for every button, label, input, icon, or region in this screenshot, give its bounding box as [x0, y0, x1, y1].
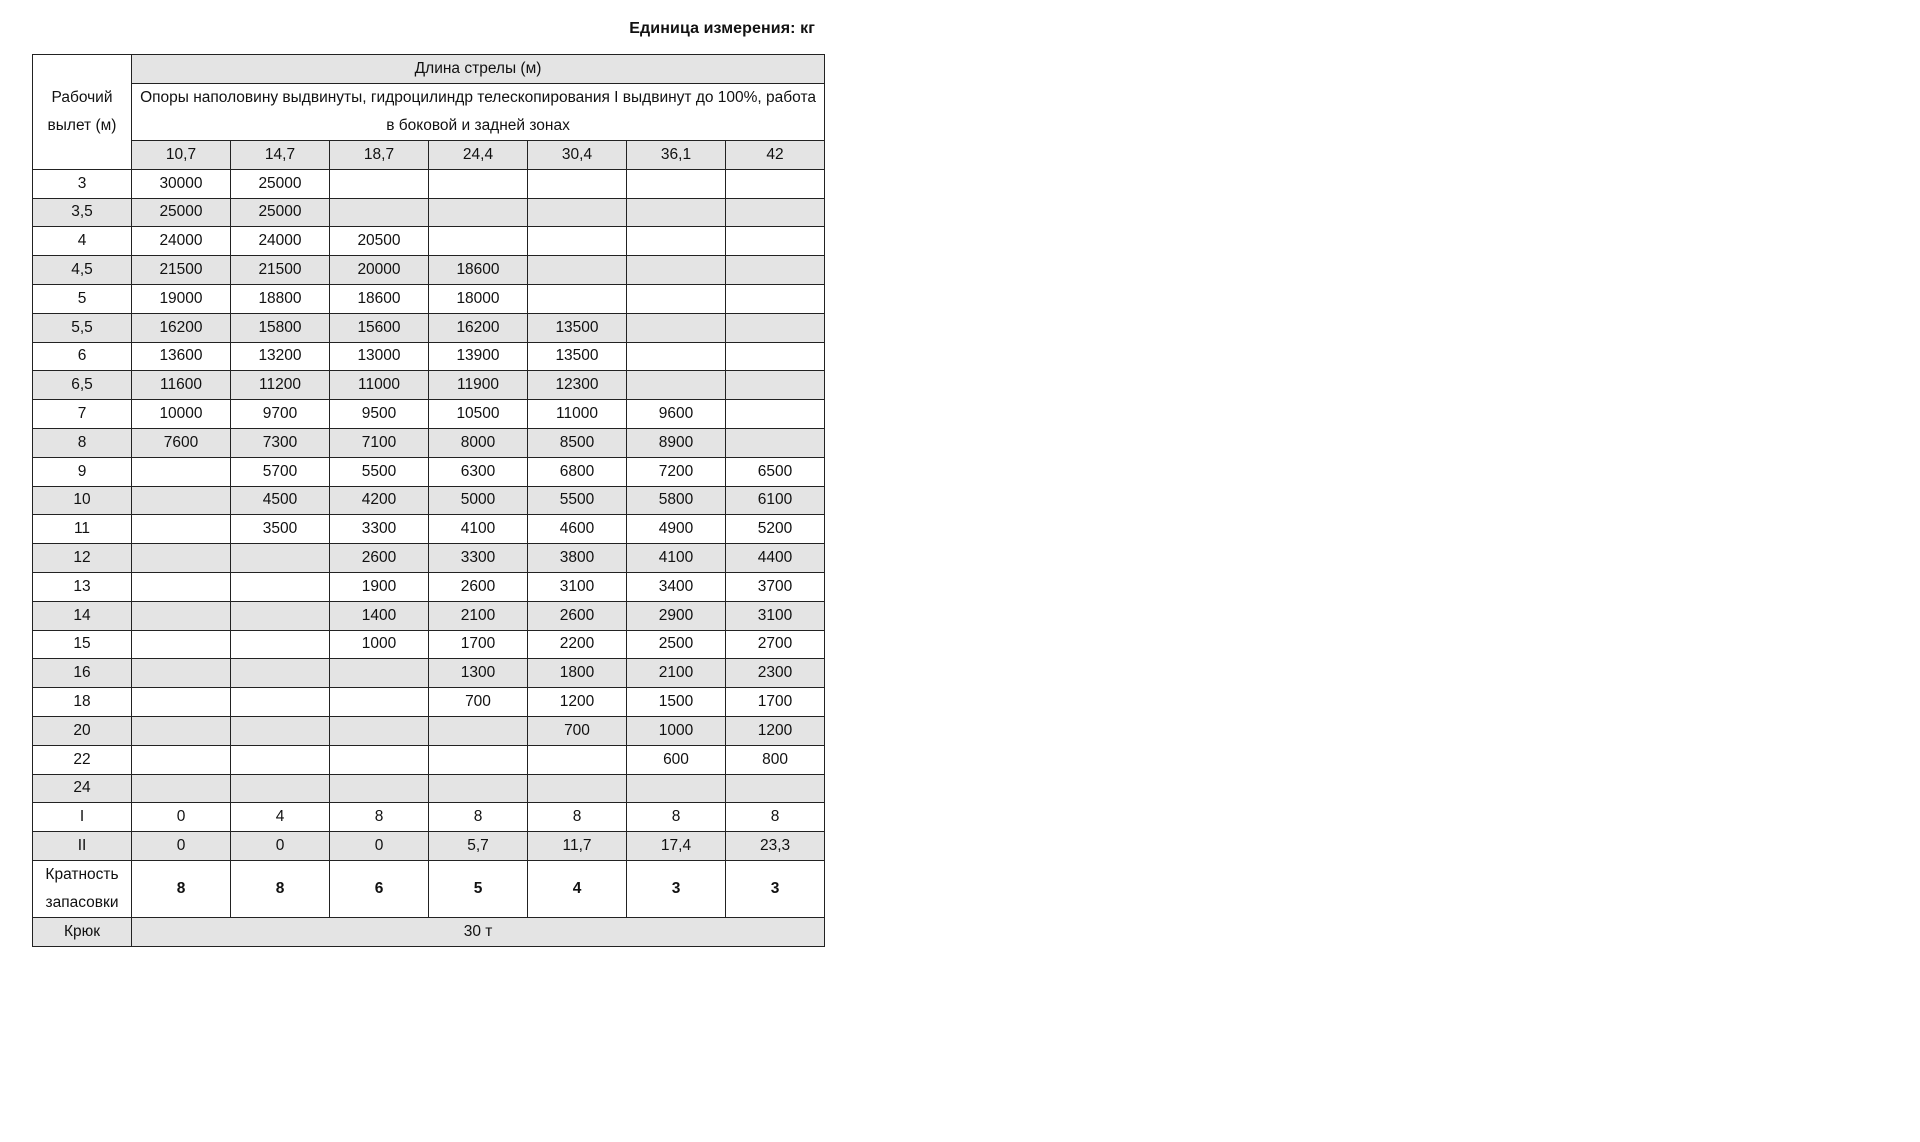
- load-value-cell: 4: [231, 803, 330, 832]
- table-row: [33, 428, 825, 457]
- table-row: [33, 745, 825, 774]
- load-value-cell: 0: [231, 832, 330, 861]
- reeving-value-cell: 6: [330, 860, 429, 917]
- load-value-cell: [231, 774, 330, 803]
- table-row: [33, 572, 825, 601]
- load-value-cell: 700: [528, 716, 627, 745]
- table-row: [33, 716, 825, 745]
- radius-cell: 10: [33, 486, 132, 515]
- load-value-cell: [726, 227, 825, 256]
- load-value-cell: 13200: [231, 342, 330, 371]
- load-value-cell: 11600: [132, 371, 231, 400]
- load-value-cell: 1000: [627, 716, 726, 745]
- load-value-cell: [726, 342, 825, 371]
- load-value-cell: 11200: [231, 371, 330, 400]
- load-value-cell: 5500: [330, 457, 429, 486]
- load-value-cell: [726, 169, 825, 198]
- table-row: [33, 630, 825, 659]
- reeving-value-cell: 4: [528, 860, 627, 917]
- radius-cell: 16: [33, 659, 132, 688]
- load-value-cell: 3100: [528, 572, 627, 601]
- load-value-cell: 3300: [330, 515, 429, 544]
- radius-header: Рабочий вылет (м): [33, 55, 132, 170]
- load-value-cell: 9500: [330, 400, 429, 429]
- table-row: [33, 832, 825, 861]
- load-value-cell: 20000: [330, 256, 429, 285]
- radius-cell: I: [33, 803, 132, 832]
- load-value-cell: 2200: [528, 630, 627, 659]
- load-value-cell: 5800: [627, 486, 726, 515]
- header-row-boom-lengths: [33, 141, 825, 170]
- load-value-cell: 1200: [726, 716, 825, 745]
- load-value-cell: [132, 774, 231, 803]
- load-value-cell: 800: [726, 745, 825, 774]
- load-value-cell: 2600: [528, 601, 627, 630]
- load-value-cell: 18800: [231, 284, 330, 313]
- unit-of-measure-label: Единица измерения: кг: [629, 20, 815, 37]
- reeving-row: [33, 860, 825, 917]
- table-row: [33, 400, 825, 429]
- load-value-cell: 2500: [627, 630, 726, 659]
- load-value-cell: 24000: [231, 227, 330, 256]
- load-value-cell: [429, 198, 528, 227]
- load-value-cell: 2700: [726, 630, 825, 659]
- load-value-cell: [726, 256, 825, 285]
- load-value-cell: 1000: [330, 630, 429, 659]
- table-row: [33, 688, 825, 717]
- load-value-cell: 3300: [429, 544, 528, 573]
- load-value-cell: 8500: [528, 428, 627, 457]
- load-value-cell: [429, 774, 528, 803]
- load-value-cell: 6500: [726, 457, 825, 486]
- load-value-cell: [726, 284, 825, 313]
- load-value-cell: 3500: [231, 515, 330, 544]
- load-value-cell: [627, 284, 726, 313]
- reeving-label: Кратность запасовки: [33, 860, 132, 917]
- load-value-cell: [132, 572, 231, 601]
- load-value-cell: 1900: [330, 572, 429, 601]
- load-value-cell: 23,3: [726, 832, 825, 861]
- load-value-cell: 8: [726, 803, 825, 832]
- load-value-cell: 13500: [528, 313, 627, 342]
- radius-cell: 6,5: [33, 371, 132, 400]
- load-value-cell: 1400: [330, 601, 429, 630]
- load-value-cell: 4200: [330, 486, 429, 515]
- load-value-cell: 8: [627, 803, 726, 832]
- table-row: [33, 659, 825, 688]
- load-value-cell: [330, 688, 429, 717]
- radius-cell: 4: [33, 227, 132, 256]
- load-value-cell: [627, 256, 726, 285]
- hook-row: [33, 917, 825, 946]
- load-value-cell: [132, 486, 231, 515]
- load-value-cell: [429, 169, 528, 198]
- load-value-cell: 1500: [627, 688, 726, 717]
- load-value-cell: 18000: [429, 284, 528, 313]
- load-value-cell: [627, 313, 726, 342]
- load-value-cell: 2600: [429, 572, 528, 601]
- load-value-cell: 2100: [429, 601, 528, 630]
- load-value-cell: [726, 198, 825, 227]
- radius-cell: 4,5: [33, 256, 132, 285]
- load-value-cell: [627, 227, 726, 256]
- load-value-cell: 1200: [528, 688, 627, 717]
- load-value-cell: 5700: [231, 457, 330, 486]
- load-value-cell: 7300: [231, 428, 330, 457]
- hook-label: Крюк: [33, 917, 132, 946]
- load-value-cell: 11900: [429, 371, 528, 400]
- header-row-title: [33, 55, 825, 84]
- load-value-cell: 8: [528, 803, 627, 832]
- table-row: [33, 284, 825, 313]
- radius-cell: 5,5: [33, 313, 132, 342]
- load-value-cell: 9700: [231, 400, 330, 429]
- boom-length-cell: 36,1: [627, 141, 726, 170]
- load-value-cell: [429, 227, 528, 256]
- load-value-cell: 25000: [231, 198, 330, 227]
- load-value-cell: [528, 198, 627, 227]
- load-value-cell: 11000: [528, 400, 627, 429]
- load-chart-table: [32, 54, 825, 947]
- load-value-cell: 6100: [726, 486, 825, 515]
- reeving-value-cell: 8: [231, 860, 330, 917]
- load-value-cell: 3400: [627, 572, 726, 601]
- load-value-cell: 1700: [429, 630, 528, 659]
- radius-cell: 24: [33, 774, 132, 803]
- table-row: [33, 601, 825, 630]
- load-value-cell: 6300: [429, 457, 528, 486]
- table-body: [33, 169, 825, 860]
- load-value-cell: 13900: [429, 342, 528, 371]
- load-value-cell: [231, 630, 330, 659]
- table-row: [33, 774, 825, 803]
- load-value-cell: 17,4: [627, 832, 726, 861]
- load-value-cell: 13000: [330, 342, 429, 371]
- radius-cell: 11: [33, 515, 132, 544]
- table-row: [33, 256, 825, 285]
- load-value-cell: [726, 774, 825, 803]
- load-value-cell: [528, 284, 627, 313]
- load-value-cell: 0: [330, 832, 429, 861]
- radius-cell: 6: [33, 342, 132, 371]
- load-value-cell: 16200: [132, 313, 231, 342]
- load-value-cell: [231, 716, 330, 745]
- load-value-cell: 18600: [429, 256, 528, 285]
- load-value-cell: 0: [132, 832, 231, 861]
- load-value-cell: 20500: [330, 227, 429, 256]
- load-value-cell: 5,7: [429, 832, 528, 861]
- load-value-cell: [132, 601, 231, 630]
- load-value-cell: 25000: [231, 169, 330, 198]
- radius-cell: 15: [33, 630, 132, 659]
- load-value-cell: 1700: [726, 688, 825, 717]
- load-value-cell: 3700: [726, 572, 825, 601]
- radius-cell: 7: [33, 400, 132, 429]
- table-row: [33, 371, 825, 400]
- load-value-cell: 15800: [231, 313, 330, 342]
- load-value-cell: [132, 544, 231, 573]
- load-value-cell: 7600: [132, 428, 231, 457]
- reeving-value-cell: 8: [132, 860, 231, 917]
- load-value-cell: 19000: [132, 284, 231, 313]
- load-value-cell: [528, 256, 627, 285]
- table-row: [33, 342, 825, 371]
- table-row: [33, 544, 825, 573]
- load-value-cell: [627, 342, 726, 371]
- load-value-cell: 18600: [330, 284, 429, 313]
- load-value-cell: 4500: [231, 486, 330, 515]
- load-value-cell: [726, 428, 825, 457]
- load-value-cell: [528, 745, 627, 774]
- load-value-cell: 16200: [429, 313, 528, 342]
- load-value-cell: [429, 745, 528, 774]
- load-value-cell: [627, 169, 726, 198]
- load-value-cell: 0: [132, 803, 231, 832]
- boom-length-cell: 30,4: [528, 141, 627, 170]
- load-value-cell: [132, 688, 231, 717]
- load-value-cell: 30000: [132, 169, 231, 198]
- load-value-cell: 11,7: [528, 832, 627, 861]
- load-value-cell: [132, 515, 231, 544]
- load-value-cell: [330, 774, 429, 803]
- load-value-cell: 6800: [528, 457, 627, 486]
- load-value-cell: [528, 227, 627, 256]
- load-value-cell: [132, 716, 231, 745]
- table-row: [33, 198, 825, 227]
- load-value-cell: 13500: [528, 342, 627, 371]
- boom-length-header: Длина стрелы (м): [132, 55, 825, 84]
- table-row: [33, 227, 825, 256]
- load-value-cell: 1800: [528, 659, 627, 688]
- boom-length-cell: 10,7: [132, 141, 231, 170]
- load-value-cell: [726, 371, 825, 400]
- load-value-cell: 4100: [429, 515, 528, 544]
- table-row: [33, 457, 825, 486]
- reeving-value-cell: 3: [726, 860, 825, 917]
- load-value-cell: 8: [330, 803, 429, 832]
- radius-cell: 12: [33, 544, 132, 573]
- load-value-cell: 4600: [528, 515, 627, 544]
- load-value-cell: 11000: [330, 371, 429, 400]
- load-value-cell: [330, 659, 429, 688]
- boom-length-cell: 24,4: [429, 141, 528, 170]
- load-value-cell: 8: [429, 803, 528, 832]
- load-value-cell: [231, 659, 330, 688]
- load-value-cell: 15600: [330, 313, 429, 342]
- load-value-cell: 8900: [627, 428, 726, 457]
- load-value-cell: [231, 544, 330, 573]
- load-value-cell: [231, 601, 330, 630]
- radius-cell: 13: [33, 572, 132, 601]
- load-value-cell: 1300: [429, 659, 528, 688]
- load-value-cell: [627, 371, 726, 400]
- radius-cell: 3: [33, 169, 132, 198]
- load-value-cell: 2600: [330, 544, 429, 573]
- load-value-cell: [528, 774, 627, 803]
- load-value-cell: 2100: [627, 659, 726, 688]
- load-value-cell: [132, 630, 231, 659]
- load-value-cell: 10000: [132, 400, 231, 429]
- table-row: [33, 169, 825, 198]
- load-value-cell: 21500: [132, 256, 231, 285]
- load-value-cell: [627, 774, 726, 803]
- radius-cell: 9: [33, 457, 132, 486]
- load-value-cell: 4100: [627, 544, 726, 573]
- header-row-conditions: [33, 84, 825, 141]
- load-value-cell: 10500: [429, 400, 528, 429]
- load-value-cell: [132, 457, 231, 486]
- table-row: [33, 803, 825, 832]
- load-value-cell: 5000: [429, 486, 528, 515]
- load-value-cell: [330, 716, 429, 745]
- load-value-cell: 3800: [528, 544, 627, 573]
- load-value-cell: 4400: [726, 544, 825, 573]
- load-value-cell: [231, 572, 330, 601]
- load-value-cell: [528, 169, 627, 198]
- table-row: [33, 515, 825, 544]
- load-value-cell: [429, 716, 528, 745]
- load-value-cell: [330, 169, 429, 198]
- operating-conditions: Опоры наполовину выдвинуты, гидроцилиндр телескопирования I выдвинут до 100%, работа в боковой и задней зонах: [132, 84, 825, 141]
- load-value-cell: 12300: [528, 371, 627, 400]
- load-value-cell: 3100: [726, 601, 825, 630]
- load-value-cell: 13600: [132, 342, 231, 371]
- load-value-cell: 21500: [231, 256, 330, 285]
- load-value-cell: 8000: [429, 428, 528, 457]
- load-value-cell: [231, 745, 330, 774]
- load-value-cell: [726, 313, 825, 342]
- load-value-cell: 7100: [330, 428, 429, 457]
- load-value-cell: 24000: [132, 227, 231, 256]
- load-value-cell: [231, 688, 330, 717]
- radius-cell: 18: [33, 688, 132, 717]
- boom-length-cell: 14,7: [231, 141, 330, 170]
- load-value-cell: 2900: [627, 601, 726, 630]
- radius-cell: 20: [33, 716, 132, 745]
- reeving-value-cell: 5: [429, 860, 528, 917]
- boom-length-cell: 42: [726, 141, 825, 170]
- radius-cell: 22: [33, 745, 132, 774]
- load-value-cell: 4900: [627, 515, 726, 544]
- load-value-cell: [132, 659, 231, 688]
- radius-cell: II: [33, 832, 132, 861]
- radius-cell: 3,5: [33, 198, 132, 227]
- radius-cell: 5: [33, 284, 132, 313]
- load-value-cell: 25000: [132, 198, 231, 227]
- load-value-cell: [627, 198, 726, 227]
- load-value-cell: [330, 198, 429, 227]
- table-row: [33, 313, 825, 342]
- reeving-value-cell: 3: [627, 860, 726, 917]
- load-value-cell: 5200: [726, 515, 825, 544]
- table-row: [33, 486, 825, 515]
- load-value-cell: 5500: [528, 486, 627, 515]
- load-value-cell: [330, 745, 429, 774]
- boom-length-cell: 18,7: [330, 141, 429, 170]
- load-value-cell: 2300: [726, 659, 825, 688]
- radius-cell: 8: [33, 428, 132, 457]
- hook-value: 30 т: [132, 917, 825, 946]
- load-value-cell: 700: [429, 688, 528, 717]
- load-value-cell: 9600: [627, 400, 726, 429]
- load-value-cell: 7200: [627, 457, 726, 486]
- load-value-cell: 600: [627, 745, 726, 774]
- radius-cell: 14: [33, 601, 132, 630]
- load-value-cell: [132, 745, 231, 774]
- load-value-cell: [726, 400, 825, 429]
